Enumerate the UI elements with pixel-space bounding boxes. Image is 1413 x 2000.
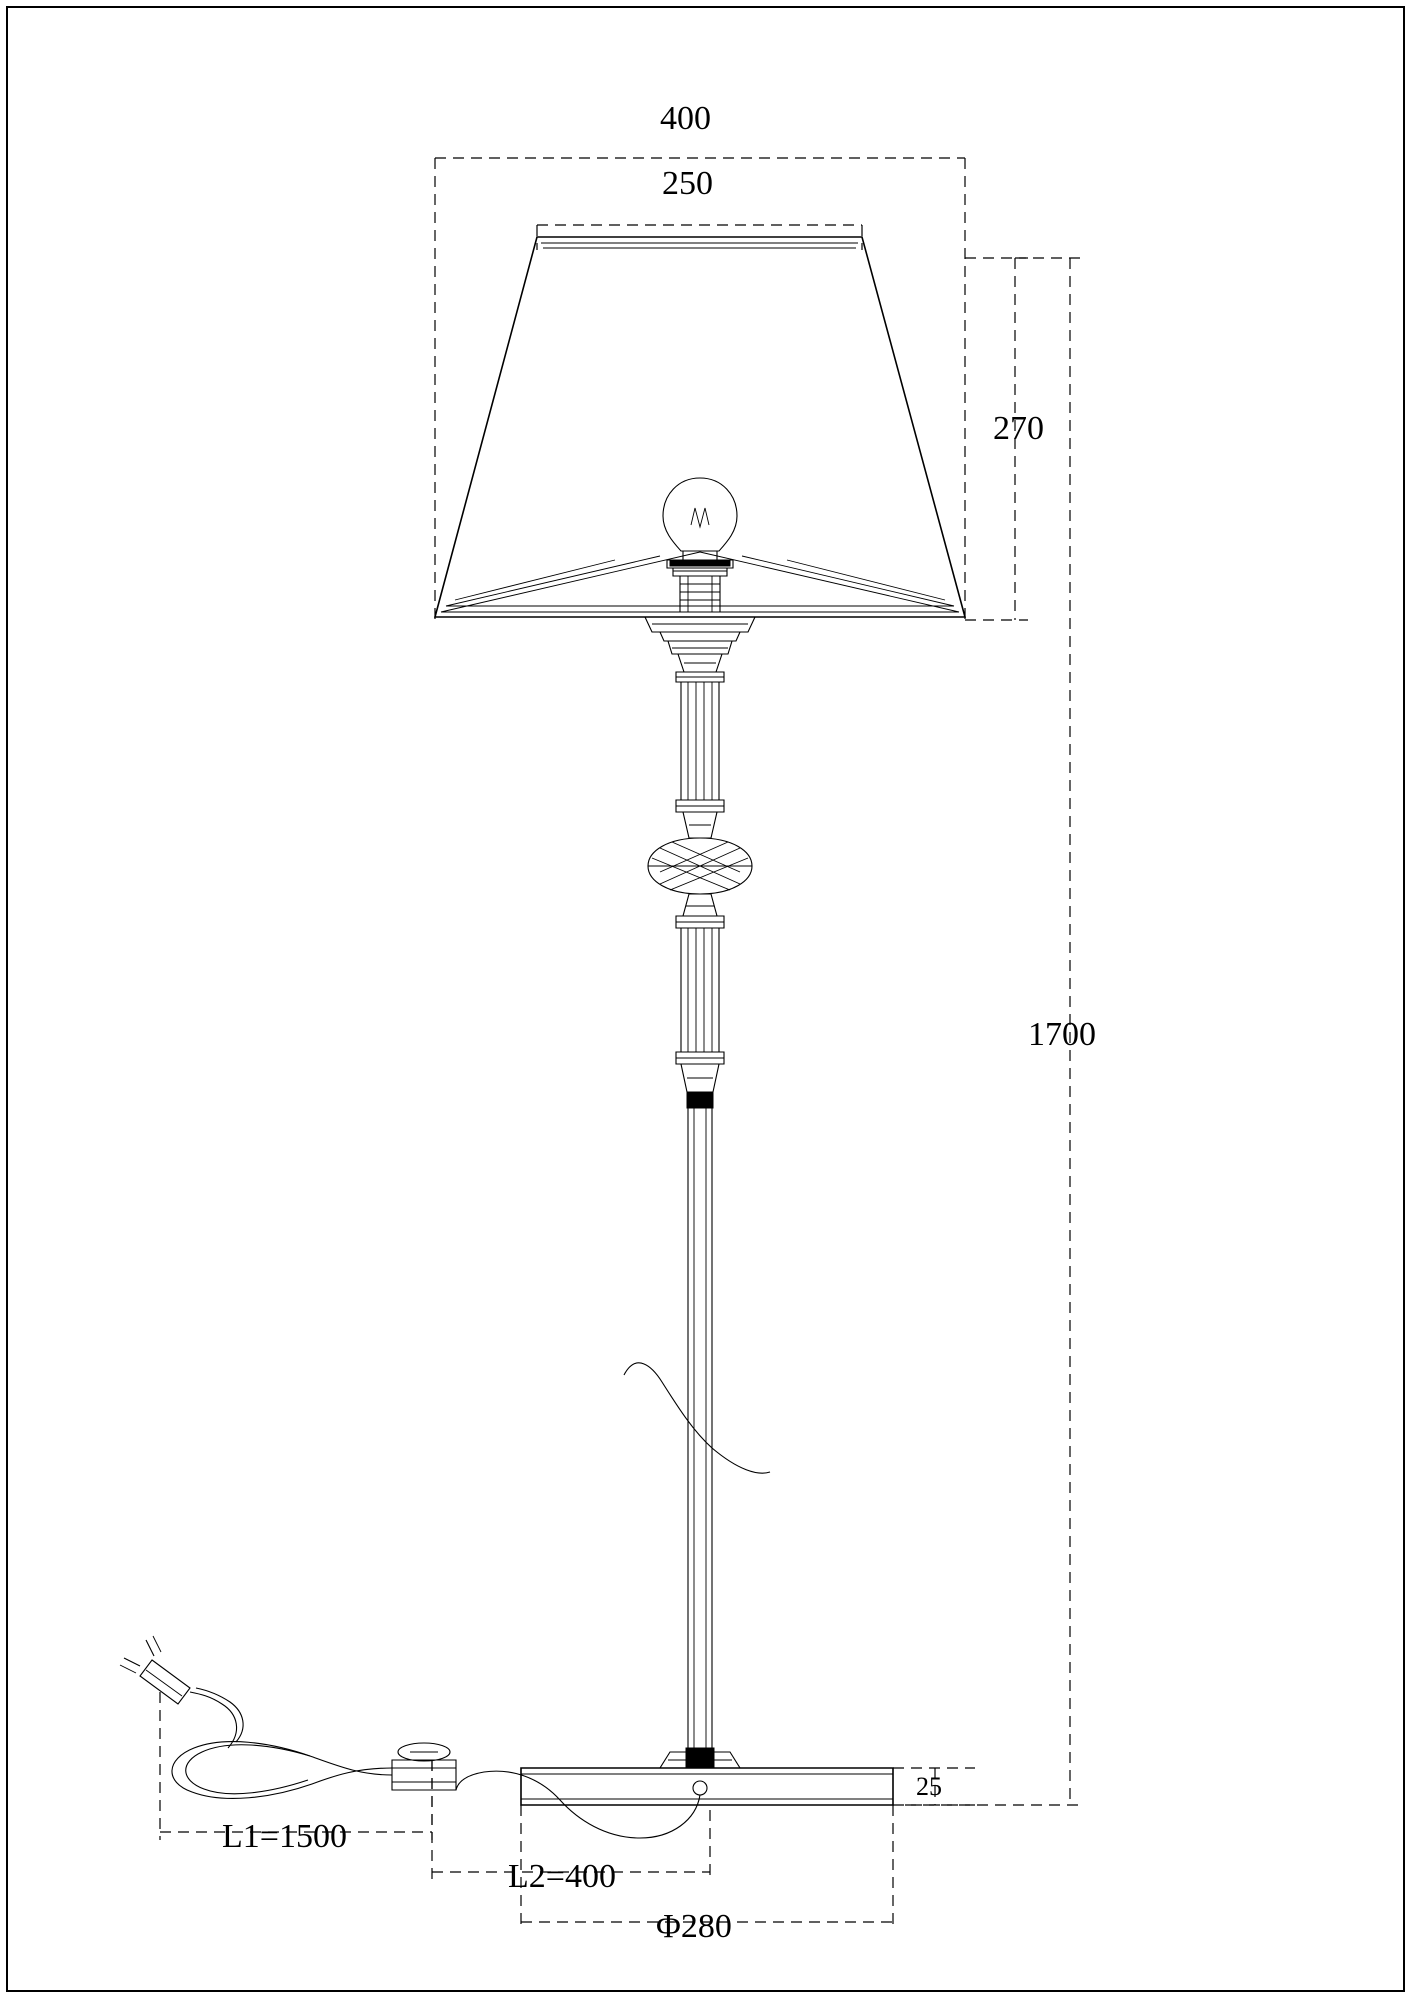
dimension-label-shade-top-width: 250: [662, 165, 713, 202]
dimension-label-shade-bottom-width: 400: [660, 100, 711, 137]
dimension-label-base-thickness: 25: [916, 1772, 942, 1801]
dimension-label-cord-length-1: L1=1500: [222, 1818, 347, 1855]
dimension-label-total-height: 1700: [1028, 1016, 1096, 1053]
upper-column: [668, 641, 732, 838]
base-plate: [521, 1752, 893, 1805]
middle-knob: [648, 838, 752, 894]
dimension-label-base-diameter: Φ280: [656, 1908, 732, 1945]
bulb-and-socket: [645, 478, 755, 641]
dimension-label-shade-height: 270: [993, 410, 1044, 447]
dimension-label-cord-length-2: L2=400: [508, 1858, 616, 1895]
dimension-lines: [160, 158, 1080, 1930]
power-cord: [120, 1636, 700, 1838]
main-pole: [624, 1108, 770, 1768]
lower-column: [676, 894, 724, 1108]
